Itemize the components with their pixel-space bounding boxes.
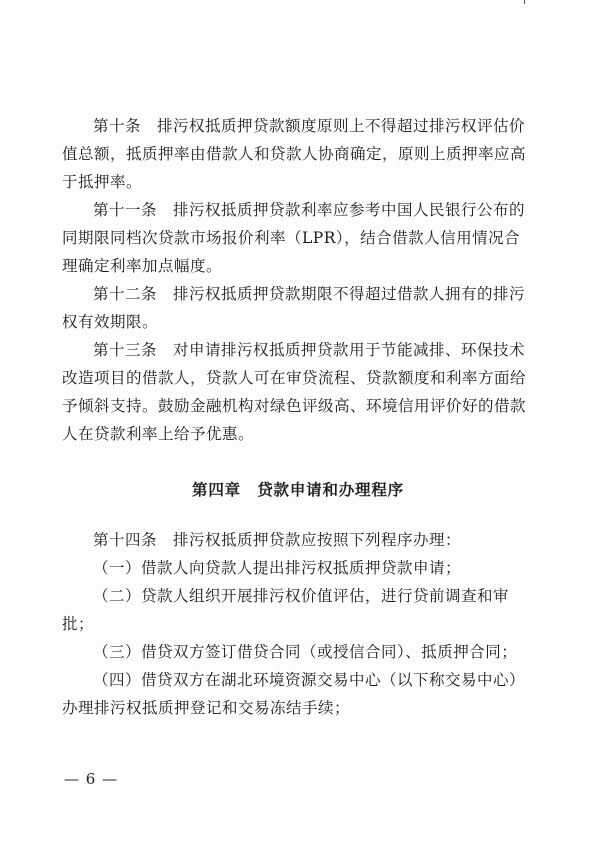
chapter-title: 第四章 贷款申请和办理程序 bbox=[192, 481, 404, 499]
article-13: 第十三条 对申请排污权抵质押贷款用于节能减排、环保技术改造项目的借款人，贷款人可在审贷流程、贷款额度和利率方面给予倾斜支持。鼓励金融机构对绿色评级高、环境信用评价好的借款人在贷款利率上给予优惠。 bbox=[62, 341, 527, 443]
article-12: 第十二条 排污权抵质押贷款期限不得超过借款人拥有的排污权有效期限。 bbox=[62, 285, 526, 331]
document-body bbox=[62, 112, 534, 722]
article-10: 第十条 排污权抵质押贷款额度原则上不得超过排污权评估价值总额，抵质押率由借款人和贷款人协商确定，原则上质押率应高于抵押率。 bbox=[62, 117, 527, 191]
article-14: 第十四条 排污权抵质押贷款应按照下列程序办理： bbox=[93, 531, 462, 549]
scan-mark bbox=[524, 0, 525, 4]
page-number: — 6 — bbox=[64, 770, 119, 788]
procedure-item-4: （四）借贷双方在湖北环境资源交易中心（以下称交易中心）办理排污权抵质押登记和交易冻结手续； bbox=[62, 671, 526, 717]
procedure-item-3: （三）借贷双方签订借贷合同（或授信合同）、抵质押合同； bbox=[93, 643, 518, 661]
procedure-item-2: （二）贷款人组织开展排污权价值评估，进行贷前调查和审批； bbox=[62, 587, 510, 633]
procedure-item-1: （一）借款人向贷款人提出排污权抵质押贷款申请； bbox=[93, 559, 462, 577]
article-11: 第十一条 排污权抵质押贷款利率应参考中国人民银行公布的同期限同档次贷款市场报价利率（LPR），结合借款人信用情况合理确定利率加点幅度。 bbox=[62, 201, 526, 275]
